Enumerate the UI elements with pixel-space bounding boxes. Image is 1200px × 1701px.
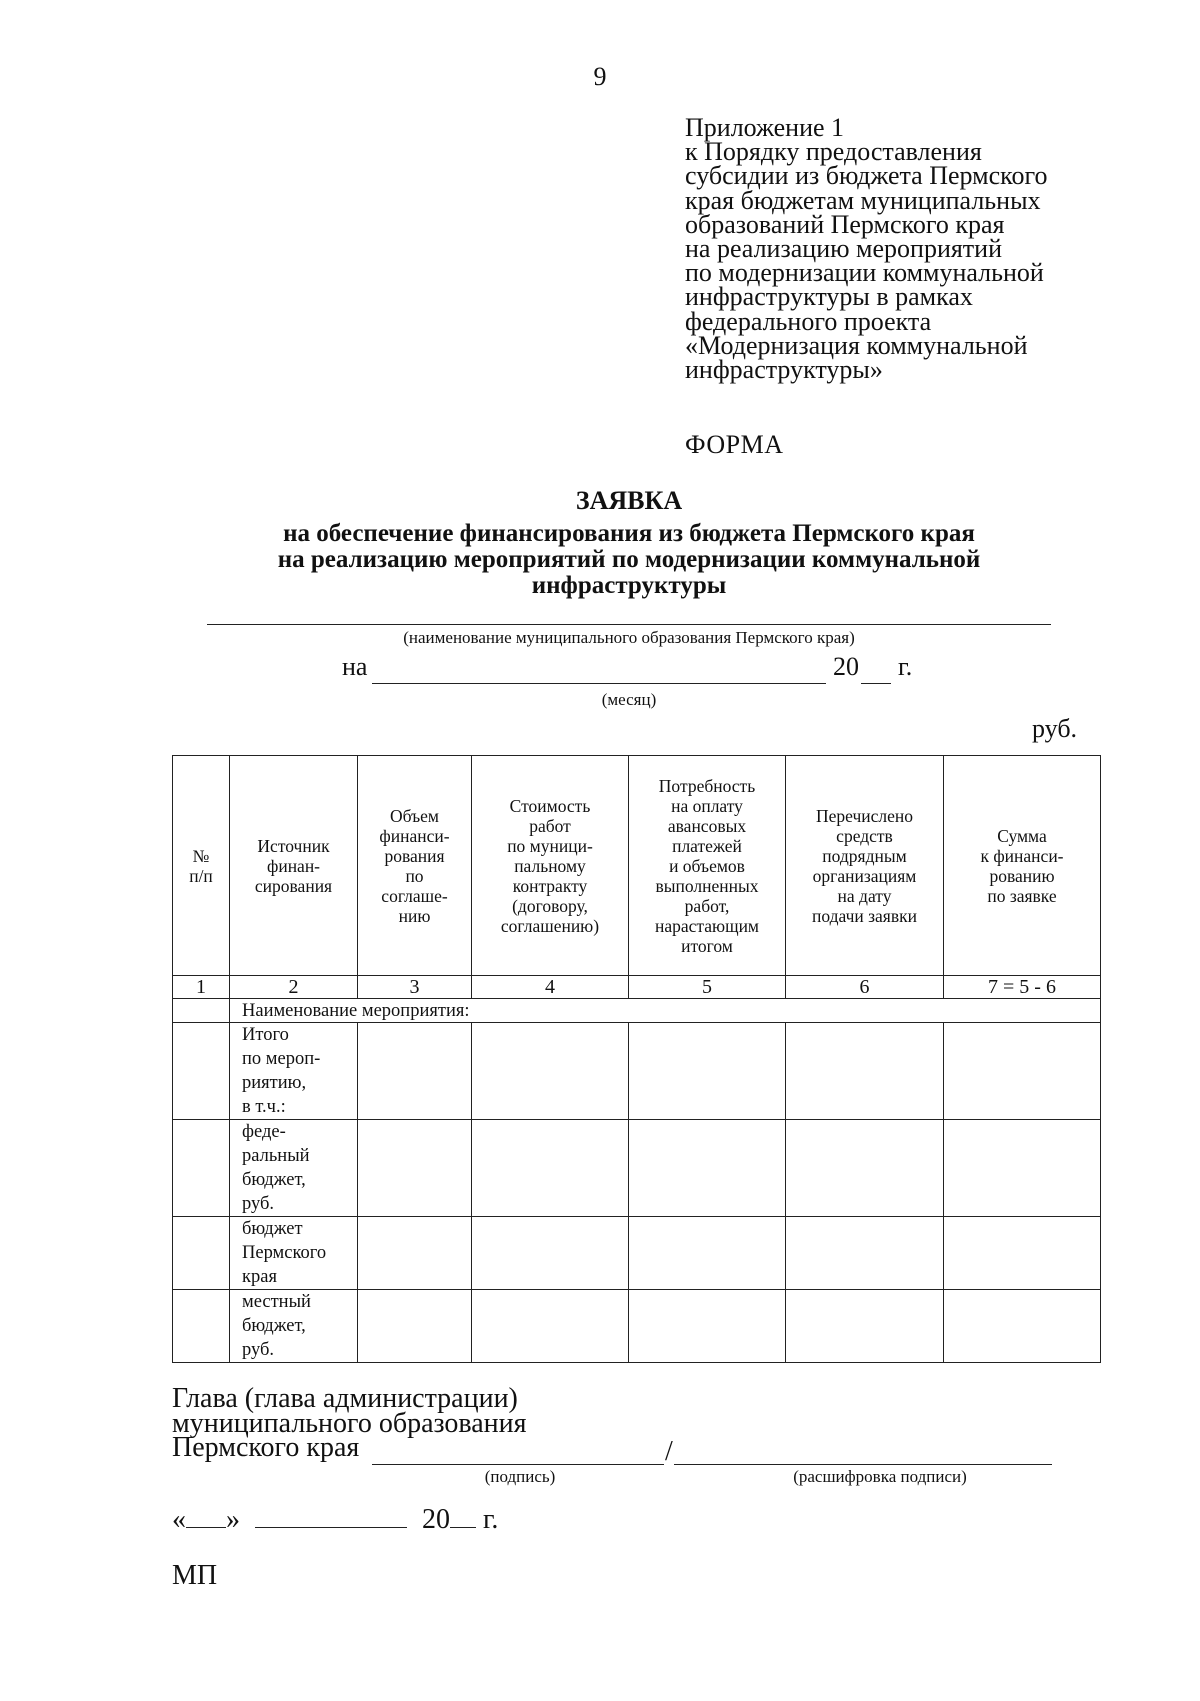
column-number: 3 (358, 976, 472, 999)
table-cell[interactable] (173, 1023, 230, 1120)
table-cell[interactable] (173, 1120, 230, 1217)
table-cell[interactable] (944, 1120, 1101, 1217)
date-line (172, 1504, 498, 1536)
header-transferred: Перечислено средств подрядным организациям на дату подачи заявки (786, 756, 944, 976)
header-agreement-volume: Объем финанси- рования по соглаше- нию (358, 756, 472, 976)
document-subtitle (120, 521, 1138, 599)
column-numbers-row (173, 976, 1101, 999)
table-cell[interactable] (472, 1217, 629, 1290)
table-cell[interactable] (786, 1290, 944, 1363)
stamp-place: МП (172, 1560, 218, 1591)
date-year-suffix: г. (483, 1504, 499, 1535)
month-field[interactable] (372, 683, 826, 684)
table-cell[interactable] (629, 1120, 786, 1217)
appendix-note (685, 113, 1105, 385)
signature-separator: / (665, 1436, 673, 1467)
date-open-quote: « (172, 1504, 186, 1535)
table-cell[interactable] (173, 1217, 230, 1290)
period-prefix: на (342, 652, 368, 681)
table-row (173, 1120, 1101, 1217)
row-source-label: бюджет Пермского края (230, 1217, 358, 1290)
table-cell[interactable] (944, 1023, 1101, 1120)
signature-field[interactable] (372, 1464, 664, 1465)
row-source-label: феде- ральный бюджет, руб. (230, 1120, 358, 1217)
table-cell[interactable] (944, 1217, 1101, 1290)
municipality-field[interactable] (207, 624, 1051, 625)
table-header-row (173, 756, 1101, 976)
subtitle-line: инфраструктуры (531, 572, 727, 599)
header-source: Источник финан- сирования (230, 756, 358, 976)
header-contract-cost: Стоимость работ по муници- пальному контракту (договору, соглашению) (472, 756, 629, 976)
header-payment-need: Потребность на оплату авансовых платежей и объемов выполненных работ, нарастающим итогом (629, 756, 786, 976)
appendix-line: «Модернизация коммунальной (685, 330, 1028, 360)
table-cell[interactable] (358, 1217, 472, 1290)
date-close-quote: » (226, 1504, 240, 1535)
header-request-amount: Сумма к финанси- рованию по заявке (944, 756, 1101, 976)
page-number: 9 (593, 62, 607, 91)
table-cell[interactable] (472, 1120, 629, 1217)
application-table (172, 755, 1101, 1363)
column-number: 2 (230, 976, 358, 999)
table-cell[interactable] (358, 1290, 472, 1363)
appendix-line: на реализацию мероприятий (685, 234, 1003, 264)
table-row (173, 1023, 1101, 1120)
day-field[interactable] (186, 1505, 226, 1528)
year-field[interactable] (450, 1505, 476, 1528)
signature-line: Пермского края (172, 1432, 360, 1463)
signature-line: муниципального образования (172, 1407, 527, 1439)
table-cell[interactable] (358, 1023, 472, 1120)
event-name-label[interactable]: Наименование мероприятия: (230, 999, 1101, 1023)
appendix-line: субсидии из бюджета Пермского (685, 161, 1048, 191)
event-row (173, 999, 1101, 1023)
signature-line: Глава (глава администрации) (172, 1383, 518, 1414)
subtitle-line: на реализацию мероприятий по модернизации коммунальной (277, 546, 981, 573)
appendix-line: по модернизации коммунальной (685, 258, 1044, 288)
signature-block (172, 1383, 527, 1463)
table-row (173, 1217, 1101, 1290)
document-title: ЗАЯВКА (575, 486, 683, 515)
appendix-line: образований Пермского края (685, 209, 1005, 239)
currency-label: руб. (1032, 714, 1078, 743)
table-cell[interactable] (629, 1290, 786, 1363)
appendix-line: инфраструктуры в рамках (685, 282, 973, 312)
column-number: 7 = 5 - 6 (944, 976, 1101, 999)
appendix-line: федерального проекта (685, 306, 932, 336)
table-cell[interactable] (786, 1120, 944, 1217)
column-number: 5 (629, 976, 786, 999)
year-suffix: г. (898, 652, 913, 681)
table-cell[interactable] (472, 1290, 629, 1363)
subtitle-line: на обеспечение финансирования из бюджета Пермского края (283, 520, 975, 547)
row-source-label: местный бюджет, руб. (230, 1290, 358, 1363)
appendix-line: Приложение 1 (685, 113, 845, 142)
appendix-line: инфраструктуры» (685, 355, 883, 385)
table-cell[interactable] (173, 999, 230, 1023)
table-cell[interactable] (786, 1023, 944, 1120)
header-number: № п/п (173, 756, 230, 976)
date-year-prefix: 20 (422, 1504, 450, 1535)
row-source-label: Итого по мероп- риятию, в т.ч.: (230, 1023, 358, 1120)
table-cell[interactable] (472, 1023, 629, 1120)
month-field[interactable] (255, 1505, 407, 1528)
table-cell[interactable] (629, 1217, 786, 1290)
signature-caption: (подпись) (484, 1467, 556, 1486)
signature-decode-caption: (расшифровка подписи) (793, 1467, 967, 1486)
table-cell[interactable] (173, 1290, 230, 1363)
table-cell[interactable] (629, 1023, 786, 1120)
signature-decode-field[interactable] (674, 1464, 1052, 1465)
form-label: ФОРМА (685, 430, 784, 459)
municipality-caption: (наименование муниципального образования Пермского края) (403, 628, 855, 647)
table-row (173, 1290, 1101, 1363)
table-cell[interactable] (358, 1120, 472, 1217)
table-cell[interactable] (786, 1217, 944, 1290)
appendix-line: края бюджетам муниципальных (685, 185, 1041, 215)
year-prefix: 20 (833, 652, 859, 681)
table-cell[interactable] (944, 1290, 1101, 1363)
year-field[interactable] (861, 683, 891, 684)
column-number: 4 (472, 976, 629, 999)
appendix-line: к Порядку предоставления (685, 137, 982, 167)
column-number: 1 (173, 976, 230, 999)
column-number: 6 (786, 976, 944, 999)
month-caption: (месяц) (601, 690, 657, 709)
